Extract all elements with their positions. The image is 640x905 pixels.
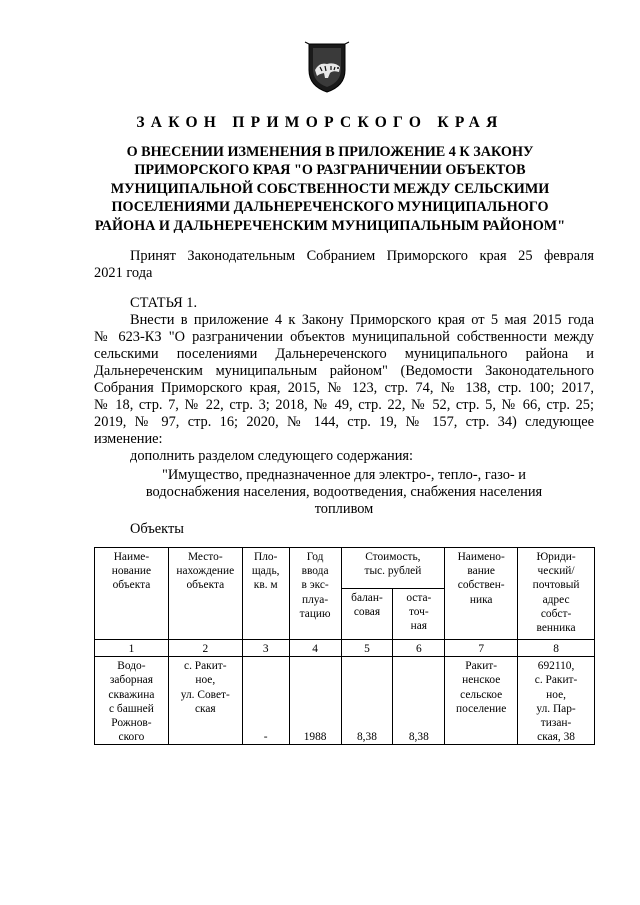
quote-line: водоснабжения населения, водоотведения, снабжения населения (145, 484, 543, 500)
column-number: 6 (393, 640, 445, 657)
column-number-row (95, 640, 595, 657)
article-line: Внести в приложение 4 к Закону Приморского края от 5 мая 2015 года (130, 312, 594, 328)
header-label: Пло- щадь, кв. м (251, 551, 280, 592)
cell-area: - (242, 657, 289, 745)
header-label: оста- точ- ная (406, 592, 432, 633)
header-owner (445, 548, 518, 640)
subtitle-line: ПРИМОРСКОГО КРАЯ "О РАЗГРАНИЧЕНИИ ОБЪЕКТОВ (134, 162, 526, 179)
objects-label: Объекты (130, 521, 184, 537)
subtitle-line: МУНИЦИПАЛЬНОЙ СОБСТВЕННОСТИ МЕЖДУ СЕЛЬСКИМИ (110, 180, 550, 197)
header-object-name (95, 548, 169, 640)
article-line: Собрания Приморского края, 2015, № 123, стр. 74, № 138, стр. 100; 2017, (94, 380, 594, 396)
adoption-line: 2021 года (94, 265, 153, 281)
header-label: Наимено- вание собствен- ника (457, 551, 505, 606)
header-residual-cost (393, 589, 445, 640)
adoption-line: Принят Законодательным Собранием Приморского края 25 февраля (130, 248, 594, 264)
column-number: 4 (289, 640, 341, 657)
subtitle-line: О ВНЕСЕНИИ ИЗМЕНЕНИЯ В ПРИЛОЖЕНИЕ 4 К ЗАКОНУ (126, 144, 534, 160)
cell-residual-cost: 8,38 (393, 657, 445, 745)
subtitle-line: ПОСЕЛЕНИЯМИ ДАЛЬНЕРЕЧЕНСКОГО МУНИЦИПАЛЬНОГО (111, 199, 549, 216)
law-title: ЗАКОН ПРИМОРСКОГО КРАЯ (136, 114, 504, 131)
cell-owner-address (518, 657, 595, 745)
article-line: Дальнереченским муниципальным районом" (Ведомости Законодательного (94, 363, 594, 379)
column-number: 7 (445, 640, 518, 657)
quote-line: "Имущество, предназначенное для электро-, тепло-, газо- и (161, 467, 526, 483)
cell-text: Ракит- ненское сельское поселение (456, 660, 507, 715)
column-number: 5 (341, 640, 393, 657)
header-label: Год ввода в экс- плуа- тацию (299, 551, 331, 620)
objects-table (94, 547, 595, 745)
header-owner-address (518, 548, 595, 640)
header-label: балан- совая (351, 592, 383, 619)
table-header-row (95, 548, 595, 589)
column-number: 2 (168, 640, 242, 657)
header-label: Стоимость, тыс. рублей (364, 551, 422, 578)
law-subtitle (60, 143, 600, 235)
article-line: сельскими поселениями Дальнереченского муниципального района и (94, 346, 594, 362)
header-year (289, 548, 341, 640)
article-line: 2019, № 97, стр. 16; 2020, № 144, стр. 19, № 157, стр. 34) следующее (94, 414, 594, 430)
header-label: Наиме- нование объекта (111, 551, 152, 592)
cell-balance-cost: 8,38 (341, 657, 393, 745)
cell-object-name (95, 657, 169, 745)
coat-of-arms-emblem (303, 40, 351, 94)
article-line: изменение: (94, 431, 163, 447)
cell-year: 1988 (289, 657, 341, 745)
header-area (242, 548, 289, 640)
cell-text: Водо- заборная скважина с башней Рожнов- ского (108, 660, 155, 744)
quote-line: топливом (314, 501, 374, 517)
article-heading: СТАТЬЯ 1. (130, 295, 198, 311)
header-cost (341, 548, 445, 589)
header-label: Место- нахождение объекта (176, 551, 235, 592)
article-line: № 623-КЗ "О разграничении объектов муниципальной собственности между (94, 329, 594, 345)
cell-owner (445, 657, 518, 745)
supplement-line: дополнить разделом следующего содержания: (130, 448, 414, 464)
table-row (95, 657, 595, 745)
cell-text: 692110, с. Ракит- ное, ул. Пар- тизан- ская, 38 (534, 660, 578, 744)
header-balance-cost (341, 589, 393, 640)
article-line: № 18, стр. 7, № 22, стр. 3; 2018, № 49, стр. 22, № 52, стр. 5, № 66, стр. 25; (94, 397, 594, 413)
header-label: Юриди- ческий/ почтовый адрес собст- венника (532, 551, 580, 635)
cell-object-location (168, 657, 242, 745)
cell-text: с. Ракит- ное, ул. Совет- ская (180, 660, 230, 715)
column-number: 1 (95, 640, 169, 657)
column-number: 3 (242, 640, 289, 657)
subtitle-line: РАЙОНА И ДАЛЬНЕРЕЧЕНСКИМ МУНИЦИПАЛЬНЫМ РАЙОНОМ" (94, 217, 566, 234)
header-object-location (168, 548, 242, 640)
column-number: 8 (518, 640, 595, 657)
